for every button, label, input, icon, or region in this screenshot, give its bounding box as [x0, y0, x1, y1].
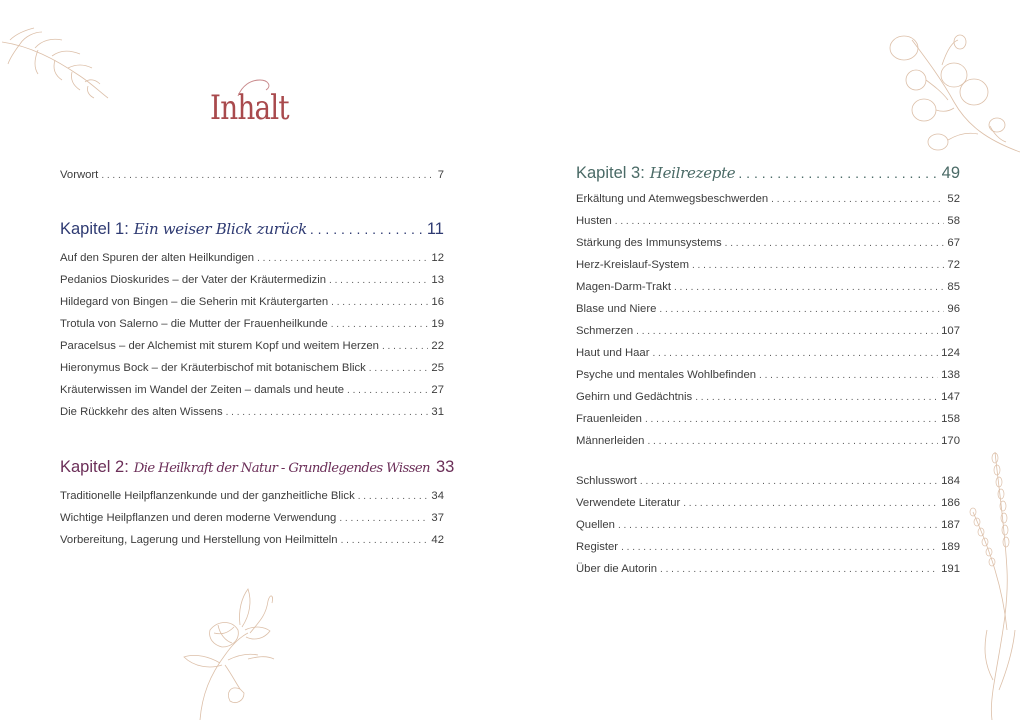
leader-dots — [660, 559, 938, 581]
toc-row[interactable] — [60, 357, 444, 379]
toc-page-number: 67 — [947, 237, 960, 249]
leader-dots — [621, 537, 938, 559]
toc-row[interactable] — [60, 379, 444, 401]
toc-page-number: 138 — [941, 369, 960, 381]
toc-entry-label: Schlusswort — [576, 475, 637, 487]
leader-dots — [369, 358, 429, 380]
toc-entry-label: Frauenleiden — [576, 413, 642, 425]
toc-preface — [60, 164, 444, 186]
toc-row[interactable] — [60, 291, 444, 313]
leader-dots — [329, 270, 428, 292]
toc-entry-label: Herz-Kreislauf-System — [576, 259, 689, 271]
leader-dots — [101, 165, 434, 187]
leader-dots — [692, 255, 944, 277]
toc-row[interactable] — [60, 485, 444, 507]
toc-row[interactable] — [576, 536, 960, 558]
toc-page-number: 58 — [947, 215, 960, 227]
toc-page-number: 52 — [947, 193, 960, 205]
toc-entry-label: Blase und Niere — [576, 303, 657, 315]
toc-page-number: 147 — [941, 391, 960, 403]
toc-page-number: 170 — [941, 435, 960, 447]
leader-dots — [310, 214, 424, 244]
title-swirl-icon — [236, 78, 276, 98]
leader-dots — [615, 211, 945, 233]
toc-page-number: 72 — [947, 259, 960, 271]
leader-dots — [331, 314, 429, 336]
toc-entry-label: Psyche und mentales Wohlbefinden — [576, 369, 757, 381]
chapter-heading-3[interactable] — [576, 158, 960, 188]
chapter-prefix: Kapitel 2: — [60, 458, 129, 476]
chapter-page-number: 49 — [941, 164, 960, 182]
toc-row[interactable] — [576, 298, 960, 320]
toc-entry-label: Wichtige Heilpflanzen und deren moderne Verwendung — [60, 512, 337, 524]
toc-entry-label: Trotula von Salerno – die Mutter der Frauenheilkunde — [60, 318, 328, 330]
chapter-prefix: Kapitel 3: — [576, 164, 645, 182]
toc-row[interactable] — [60, 164, 444, 186]
leader-dots — [759, 365, 938, 387]
chapter-prefix: Kapitel 1: — [60, 220, 129, 238]
toc-row[interactable] — [576, 430, 960, 452]
toc-page-number: 22 — [431, 340, 444, 352]
toc-page-number: 184 — [941, 475, 960, 487]
toc-entry-label: Die Rückkehr des alten Wissens — [60, 406, 223, 418]
toc-row[interactable] — [60, 269, 444, 291]
chapter-title: Ein weiser Blick zurück — [133, 220, 307, 238]
toc-back-matter — [576, 470, 960, 580]
toc-page-number: 85 — [947, 281, 960, 293]
toc-entry-label: Stärkung des Immunsystems — [576, 237, 722, 249]
lavender-sprig-bottom-right-icon — [965, 450, 1020, 720]
leader-dots — [725, 233, 945, 255]
leader-dots — [341, 530, 429, 552]
chapter-heading-1[interactable] — [60, 214, 444, 244]
toc-entry-label: Gehirn und Gedächtnis — [576, 391, 693, 403]
toc-row[interactable] — [60, 401, 444, 423]
toc-chapter-3 — [576, 158, 960, 452]
leader-dots — [652, 343, 938, 365]
toc-page-number: 37 — [431, 512, 444, 524]
toc-row[interactable] — [576, 492, 960, 514]
page-title: Inhalt — [210, 88, 289, 128]
leader-dots — [771, 189, 944, 211]
toc-entry-label: Verwendete Literatur — [576, 497, 681, 509]
right-page — [510, 0, 1020, 720]
leader-dots — [738, 158, 938, 188]
toc-row[interactable] — [60, 507, 444, 529]
toc-entry-label: Register — [576, 541, 619, 553]
toc-entry-label: Pedanios Dioskurides – der Vater der Kräutermedizin — [60, 274, 327, 286]
toc-row[interactable] — [576, 210, 960, 232]
toc-entry-label: Hildegard von Bingen – die Seherin mit Kräutergarten — [60, 296, 329, 308]
leader-dots — [645, 409, 938, 431]
toc-page-number: 186 — [941, 497, 960, 509]
toc-entry-label: Männerleiden — [576, 435, 645, 447]
chapter-page-number: 33 — [435, 458, 455, 476]
toc-page-number: 187 — [941, 519, 960, 531]
leader-dots — [674, 277, 944, 299]
toc-page-number: 7 — [437, 169, 444, 181]
toc-entry-label: Schmerzen — [576, 325, 634, 337]
toc-page-number: 31 — [431, 406, 444, 418]
toc-page-number: 107 — [941, 325, 960, 337]
leader-dots — [659, 299, 944, 321]
toc-entry-label: Husten — [576, 215, 612, 227]
toc-page-number: 42 — [431, 534, 444, 546]
leader-dots — [257, 248, 428, 270]
leader-dots — [331, 292, 428, 314]
flower-sprig-bottom-left-icon — [170, 585, 290, 720]
leader-dots — [695, 387, 938, 409]
toc-entry-label: Vorbereitung, Lagerung und Herstellung von Heilmitteln — [60, 534, 338, 546]
toc-page-number: 16 — [431, 296, 444, 308]
leader-dots — [382, 336, 428, 358]
toc-page-number: 27 — [431, 384, 444, 396]
toc-chapter-1 — [60, 214, 444, 423]
toc-row[interactable] — [576, 364, 960, 386]
toc-chapter-2 — [60, 452, 455, 551]
toc-row[interactable] — [576, 514, 960, 536]
toc-entry-label: Kräuterwissen im Wandel der Zeiten – damals und heute — [60, 384, 345, 396]
chapter-title: Heilrezepte — [649, 164, 736, 182]
toc-row[interactable] — [576, 232, 960, 254]
toc-page-number: 25 — [431, 362, 444, 374]
leader-dots — [647, 431, 938, 453]
toc-page-number: 96 — [947, 303, 960, 315]
toc-row[interactable] — [576, 342, 960, 364]
toc-entry-label: Haut und Haar — [576, 347, 650, 359]
toc-page-number: 19 — [431, 318, 444, 330]
toc-entry-label: Erkältung und Atemwegsbeschwerden — [576, 193, 769, 205]
eucalyptus-sprig-top-right-icon — [882, 30, 1020, 155]
toc-row[interactable] — [576, 254, 960, 276]
toc-page-number: 13 — [431, 274, 444, 286]
chapter-page-number: 11 — [426, 220, 444, 238]
toc-page-number: 189 — [941, 541, 960, 553]
toc-row[interactable] — [60, 335, 444, 357]
toc-page-number: 124 — [941, 347, 960, 359]
toc-row[interactable] — [576, 408, 960, 430]
toc-entry-label: Magen-Darm-Trakt — [576, 281, 671, 293]
toc-row[interactable] — [60, 247, 444, 269]
toc-row[interactable] — [576, 470, 960, 492]
toc-row[interactable] — [576, 276, 960, 298]
toc-row[interactable] — [576, 386, 960, 408]
toc-entry-label: Paracelsus – der Alchemist mit sturem Kopf und weitem Herzen — [60, 340, 379, 352]
toc-row[interactable] — [576, 320, 960, 342]
leader-dots — [347, 380, 428, 402]
toc-row[interactable] — [576, 558, 960, 580]
leader-dots — [358, 486, 429, 508]
toc-entry-label: Vorwort — [60, 169, 99, 181]
leader-dots — [640, 471, 938, 493]
toc-page-number: 191 — [941, 563, 960, 575]
chapter-heading-2[interactable] — [60, 452, 455, 482]
toc-page-number: 158 — [941, 413, 960, 425]
toc-entry-label: Hieronymus Bock – der Kräuterbischof mit botanischem Blick — [60, 362, 366, 374]
chapter-title: Die Heilkraft der Natur - Grundlegendes Wissen — [133, 461, 430, 476]
leader-dots — [226, 402, 429, 424]
leader-dots — [618, 515, 938, 537]
toc-entry-label: Über die Autorin — [576, 563, 658, 575]
toc-entry-label: Traditionelle Heilpflanzenkunde und der ganzheitliche Blick — [60, 490, 355, 502]
toc-page-number: 12 — [431, 252, 444, 264]
leader-dots — [339, 508, 428, 530]
toc-entry-label: Auf den Spuren der alten Heilkundigen — [60, 252, 255, 264]
toc-entry-label: Quellen — [576, 519, 615, 531]
toc-row[interactable] — [60, 529, 444, 551]
toc-row[interactable] — [60, 313, 444, 335]
toc-page-number: 34 — [431, 490, 444, 502]
toc-row[interactable] — [576, 188, 960, 210]
botanical-sprig-top-left-icon — [0, 14, 115, 99]
leader-dots — [683, 493, 938, 515]
leader-dots — [636, 321, 938, 343]
